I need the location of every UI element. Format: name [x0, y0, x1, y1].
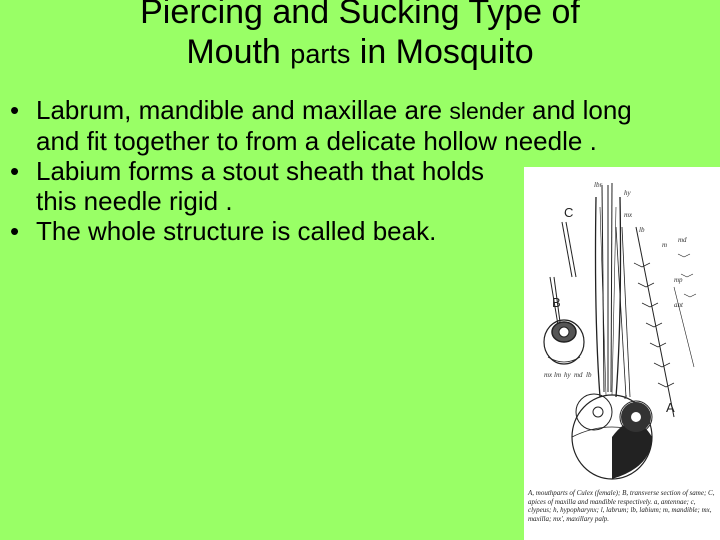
title-line-2-small: parts	[290, 39, 351, 69]
label-lbr: lbr	[594, 181, 603, 189]
mosquito-mouthparts-figure	[524, 167, 720, 540]
label-lm: lm	[554, 371, 561, 379]
title-line-2-end: in Mosquito	[350, 33, 534, 71]
label-lb: lb	[639, 226, 645, 234]
label-m: m	[662, 241, 668, 249]
title-line-2-start: Mouth	[186, 33, 291, 71]
label-c: c	[624, 393, 628, 401]
label-mp: mp	[674, 276, 683, 284]
label-ant: ant	[674, 301, 683, 309]
bullet-1-end: and long and fit together to from a delicate hollow needle .	[36, 95, 632, 156]
label-md-b: md	[574, 371, 583, 379]
bullet-item	[6, 95, 656, 156]
title-line-2	[0, 32, 720, 74]
label-lb-b: lb	[586, 371, 592, 379]
label-mx: mx	[624, 211, 633, 219]
label-hy-b: hy	[564, 371, 571, 379]
mouthparts-illustration	[524, 167, 720, 489]
bullet-item: • Labium forms a stout sheath that holds this needle rigid .	[6, 156, 516, 216]
label-mx-b: mx	[544, 371, 553, 379]
figure-label-b: B	[552, 295, 561, 310]
label-md: md	[678, 236, 687, 244]
title-line-1: Piercing and Sucking Type of	[140, 0, 580, 31]
figure-label-c: C	[564, 205, 574, 220]
bullet-1-start: Labrum, mandible and maxillae are	[36, 95, 450, 125]
slide-title	[0, 0, 720, 74]
bullet-item: • The whole structure is called beak.	[6, 216, 656, 246]
bullet-1-small: slender	[449, 98, 525, 124]
figure-label-a: A	[666, 400, 675, 415]
figure-caption: A, mouthparts of Culex (female); B, transverse section of same; C, apices of maxilla and mandible respectively. a, antennae; c, clypeus; h, hypopharynx; l, labrum; lb, labium; m, mandible; mx, maxilla; mx', maxillary palp.	[528, 489, 715, 523]
label-hy: hy	[624, 189, 631, 197]
